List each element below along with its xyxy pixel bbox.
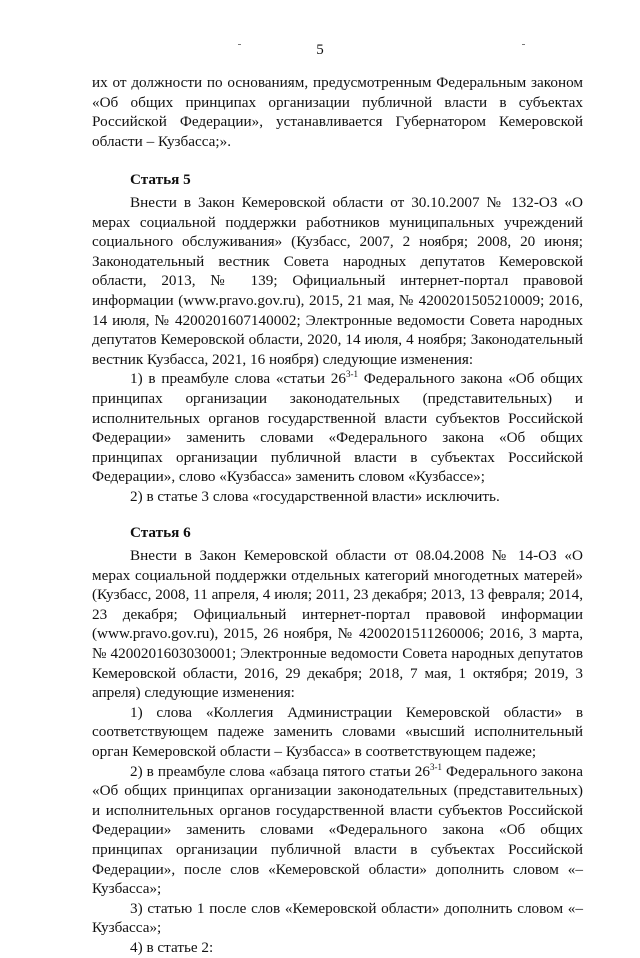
article-5-intro: Внести в Закон Кемеровской области от 30.10.2007 № 132-ОЗ «О мерах социальной поддержки работников муниципальных учреждений социального обслуживания» (Кузбасс, 2007, 2 ноября; 2008, 20 июня; Законодательный вестник Совета народных депутатов Кемеровской области, 2013, № 139; Официальный интернет-портал правовой информации (www.pravo.gov.ru), 2015, 21 мая, № 4200201505210009; 2016, 14 июля, № 4200201607140002; Электронные ведомости Совета народных депутатов Кемеровской области, 2020, 14 июля, 4 ноября; Законодательный вестник Кузбасса, 2021, 16 ноября) следующие изменения: <box>92 193 583 368</box>
article-6-item-2-text-b: Федерального закона «Об общих принципах организации законодательных (представительных) и исполнительных органов государственной власти субъектов Российской Федерации» заменить словами «Федерального закона «Об общих принципах организации публичной власти в субъектах Российской Федерации», после слов «Кемеровской области» дополнить словом «– Кузбасса»; <box>92 762 583 898</box>
article-6-item-4: 4) в статье 2: <box>130 938 214 956</box>
article-6-intro: Внести в Закон Кемеровской области от 08.04.2008 № 14-ОЗ «О мерах социальной поддержки отдельных категорий многодетных матерей» (Кузбасс, 2008, 11 апреля, 4 июля; 2011, 23 декабря; 2013, 13 февраля; 2014, 23 декабря; Официальный интернет-портал правовой информации (www.pravo.gov.ru), 2015, 26 ноября, № 4200201511260006; 2016, 3 марта, № 4200201603030001; Электронные ведомости Совета народных депутатов Кемеровской области, 2016, 29 декабря; 2018, 7 мая, 1 октября; 2019, 3 апреля) следующие изменения: <box>92 547 583 702</box>
article-6-item-2-text-a: 2) в преамбуле слова «абзаца пятого статьи 26 <box>130 762 430 780</box>
article-5-item-1-superscript: 3-1 <box>346 369 358 380</box>
document-body <box>92 73 583 958</box>
article-6-item-2-superscript: 3-1 <box>430 761 442 772</box>
article-6-item-2 <box>92 762 583 899</box>
page-number: 5 <box>316 42 324 58</box>
article-5-item-1 <box>92 369 583 487</box>
article-6-item-1: 1) слова «Коллегия Администрации Кемеровской области» в соответствующем падеже заменить словами «высший исполнительный орган Кемеровской области – Кузбасса» в соответствующем падеже; <box>92 703 583 760</box>
continuation-paragraph: их от должности по основаниям, предусмотренным Федеральным законом «Об общих принципах организации публичной власти в субъектах Российской Федерации», устанавливается Губернатором Кемеровской области – Кузбасса;». <box>92 74 583 150</box>
article-5-item-1-text-b: Федерального закона «Об общих принципах организации законодательных (представительных) и исполнительных органов государственной власти субъектов Российской Федерации» заменить словами «Федерального закона «Об общих принципах организации публичной власти в субъектах Российской Федерации», слово «Кузбасса» заменить словом «Кузбассе»; <box>92 370 583 486</box>
article-5-heading: Статья 5 <box>130 171 191 189</box>
article-6-item-3: 3) статью 1 после слов «Кемеровской области» дополнить словом «– Кузбасса»; <box>92 899 583 937</box>
article-5-item-2: 2) в статье 3 слова «государственной власти» исключить. <box>130 487 500 505</box>
article-6-heading: Статья 6 <box>130 524 191 542</box>
article-5-item-1-text-a: 1) в преамбуле слова «статьи 26 <box>130 370 346 388</box>
